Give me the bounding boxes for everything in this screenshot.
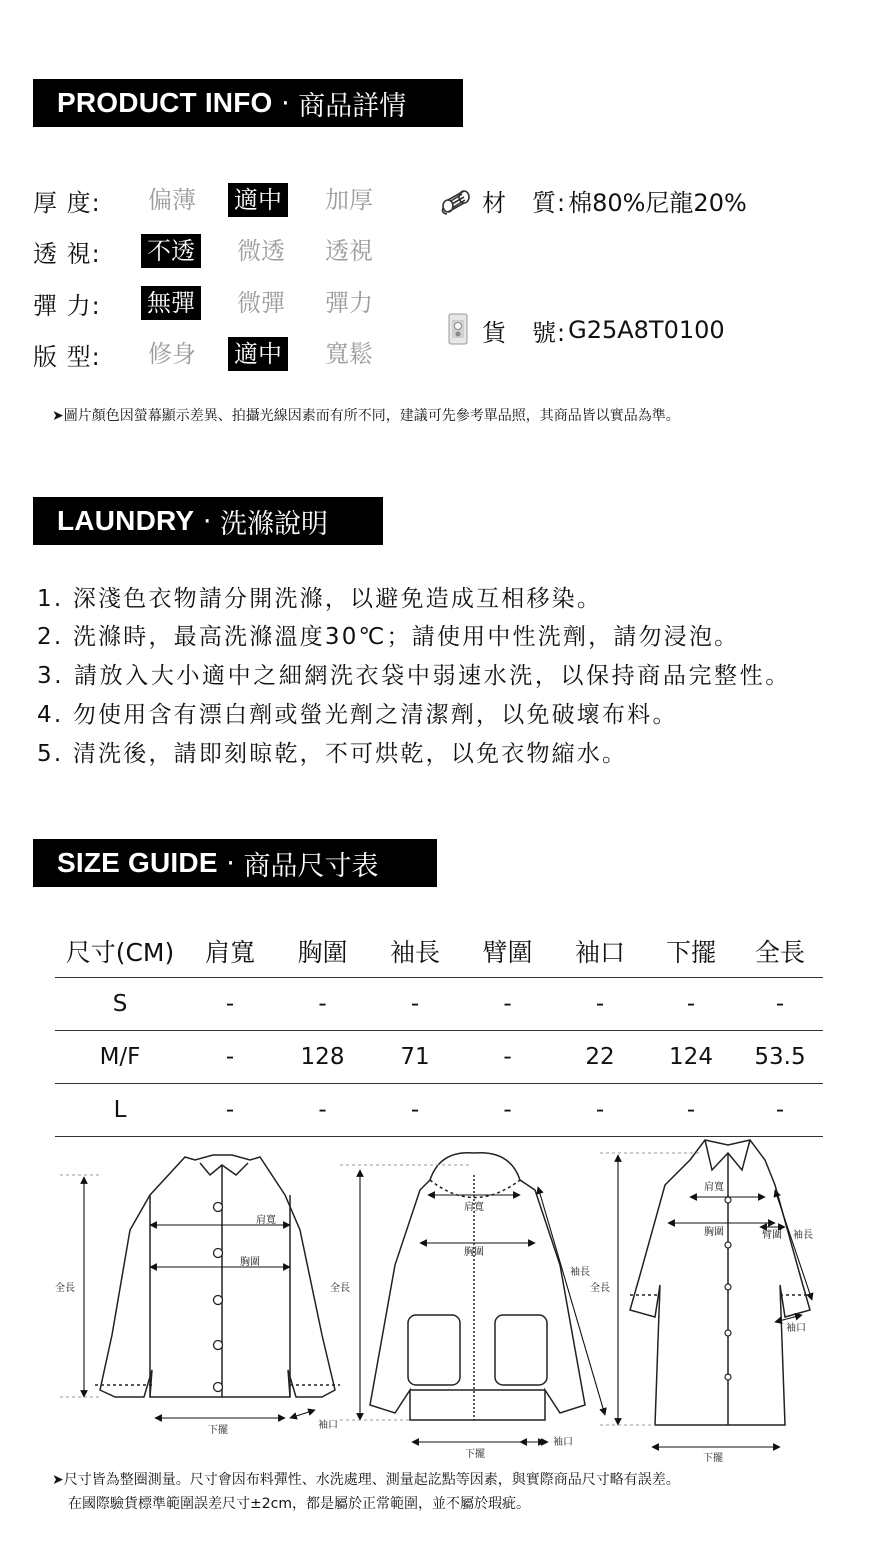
table-row: [55, 978, 823, 1031]
label-hem: 下擺: [703, 1453, 723, 1464]
table-cell: -: [275, 978, 370, 1031]
laundry-header-en: LAUNDRY: [57, 505, 195, 536]
attr-option: 無彈: [141, 286, 201, 320]
column-header: 臂圍: [460, 925, 555, 978]
laundry-item: 1. 深淺色衣物請分開洗滌，以避免造成互相移染。: [37, 586, 603, 612]
attr-option: 透視: [325, 237, 373, 265]
product-info-header: [33, 79, 463, 127]
laundry-header: [33, 497, 383, 545]
table-cell: -: [555, 1084, 645, 1137]
sku-value: G25A8T0100: [568, 316, 725, 344]
laundry-item: 5. 清洗後，請即刻晾乾，不可烘乾，以免衣物縮水。: [37, 741, 628, 767]
size-guide-header-zh: 商品尺寸表: [243, 850, 379, 882]
laundry-item: 2. 洗滌時，最高洗滌溫度30℃；請使用中性洗劑，請勿浸泡。: [37, 624, 740, 650]
table-cell: -: [370, 978, 460, 1031]
column-header: 尺寸(CM): [55, 925, 185, 978]
label-cuff: 袖口: [553, 1437, 573, 1448]
label-shoulder: 肩寬: [464, 1202, 484, 1213]
product-info-header-sep: ·: [272, 87, 299, 119]
size-table-header: [55, 925, 823, 978]
label-length: 全長: [55, 1283, 75, 1294]
column-header: 肩寬: [185, 925, 275, 978]
jacket-buttons: [214, 1203, 223, 1392]
column-header: 全長: [737, 925, 823, 978]
material-value: 棉80%尼龍20%: [568, 189, 747, 217]
label-shoulder: 肩寬: [704, 1182, 724, 1193]
attr-row-thickness: [33, 183, 140, 217]
column-header: 袖口: [555, 925, 645, 978]
table-cell: -: [460, 1031, 555, 1084]
size-guide-header-en: SIZE GUIDE: [57, 847, 218, 878]
table-cell: -: [185, 1031, 275, 1084]
label-chest: 胸圍: [704, 1227, 724, 1238]
size-note-line2: 在國際驗貨標準範圍誤差尺寸±2cm，都是屬於正常範圍，並不屬於瑕疵。: [68, 1496, 530, 1512]
laundry-header-sep: ·: [194, 505, 220, 537]
laundry-header-zh: 洗滌說明: [220, 508, 328, 540]
attr-option: 微彈: [237, 289, 285, 317]
label-arm: 臂圍: [762, 1230, 782, 1241]
table-cell: -: [737, 978, 823, 1031]
size-guide-header: [33, 839, 437, 887]
table-cell: 53.5: [737, 1031, 823, 1084]
size-note-line1: ➤尺寸皆為整圈測量。尺寸會因布料彈性、水洗處理、測量起訖點等因素，與實際商品尺寸略有誤差。: [52, 1472, 680, 1488]
measurement-diagrams: [0, 1135, 875, 1465]
table-cell: -: [370, 1084, 460, 1137]
attr-row-elasticity: [33, 286, 140, 320]
attr-option: 微透: [237, 237, 285, 265]
label-cuff: 袖口: [786, 1323, 806, 1334]
attr-option: 偏薄: [148, 186, 196, 214]
column-header: 袖長: [370, 925, 460, 978]
size-table: [55, 925, 823, 1137]
attr-option: 寬鬆: [325, 340, 373, 368]
attr-label: 透 視:: [33, 239, 101, 268]
sku-line: [444, 312, 725, 348]
product-info-header-zh: 商品詳情: [298, 90, 407, 122]
attr-option: 適中: [228, 183, 288, 217]
attr-label: 版 型:: [33, 342, 101, 371]
attr-label: 彈 力:: [33, 291, 101, 320]
tag-icon: [444, 312, 474, 348]
jacket-diagram: [95, 1155, 340, 1397]
table-cell: -: [737, 1084, 823, 1137]
material-label: 材 質:: [482, 189, 567, 217]
hoodie-diagram: [370, 1153, 585, 1420]
label-chest: 胸圍: [240, 1257, 260, 1268]
table-cell: -: [645, 1084, 737, 1137]
label-sleeve: 袖長: [793, 1230, 813, 1241]
size-guide-header-sep: ·: [217, 847, 244, 879]
product-photo-note: ➤圖片顏色因螢幕顯示差異、拍攝光線因素而有所不同，建議可先參考單品照，其商品皆以實品為準。: [52, 408, 680, 424]
attr-row-fit: [33, 337, 140, 371]
table-cell: -: [555, 978, 645, 1031]
material-line: [440, 183, 747, 218]
attr-option: 修身: [148, 340, 196, 368]
label-sleeve: 袖長: [570, 1267, 590, 1278]
table-cell: 124: [645, 1031, 737, 1084]
sku-label: 貨 號:: [482, 318, 567, 347]
table-cell: -: [185, 1084, 275, 1137]
table-cell: S: [55, 978, 185, 1031]
label-hem: 下擺: [465, 1449, 485, 1460]
laundry-item: 3. 請放入大小適中之細網洗衣袋中弱速水洗，以保持商品完整性。: [37, 663, 791, 689]
table-cell: 71: [370, 1031, 460, 1084]
attr-option: 彈力: [325, 289, 373, 317]
table-row: [55, 1031, 823, 1084]
attr-row-transparency: [33, 234, 140, 268]
label-chest: 胸圍: [464, 1247, 484, 1258]
table-cell: -: [460, 978, 555, 1031]
attr-option: 不透: [141, 234, 201, 268]
thread-spool-icon: [440, 186, 480, 216]
label-cuff: 袖口: [318, 1420, 338, 1431]
product-info-header-en: PRODUCT INFO: [57, 87, 273, 118]
label-length: 全長: [590, 1283, 610, 1294]
label-shoulder: 肩寬: [256, 1215, 276, 1226]
table-cell: L: [55, 1084, 185, 1137]
label-length: 全長: [330, 1283, 350, 1294]
table-cell: -: [645, 978, 737, 1031]
table-cell: -: [185, 978, 275, 1031]
table-cell: M/F: [55, 1031, 185, 1084]
table-cell: 22: [555, 1031, 645, 1084]
table-cell: 128: [275, 1031, 370, 1084]
attr-label: 厚 度:: [33, 188, 101, 217]
label-hem: 下擺: [208, 1425, 228, 1436]
table-cell: -: [275, 1084, 370, 1137]
laundry-item: 4. 勿使用含有漂白劑或螢光劑之清潔劑，以免破壞布料。: [37, 702, 678, 728]
table-row: [55, 1084, 823, 1137]
attr-option: 加厚: [325, 186, 373, 214]
attr-option: 適中: [228, 337, 288, 371]
column-header: 下擺: [645, 925, 737, 978]
column-header: 胸圍: [275, 925, 370, 978]
table-cell: -: [460, 1084, 555, 1137]
